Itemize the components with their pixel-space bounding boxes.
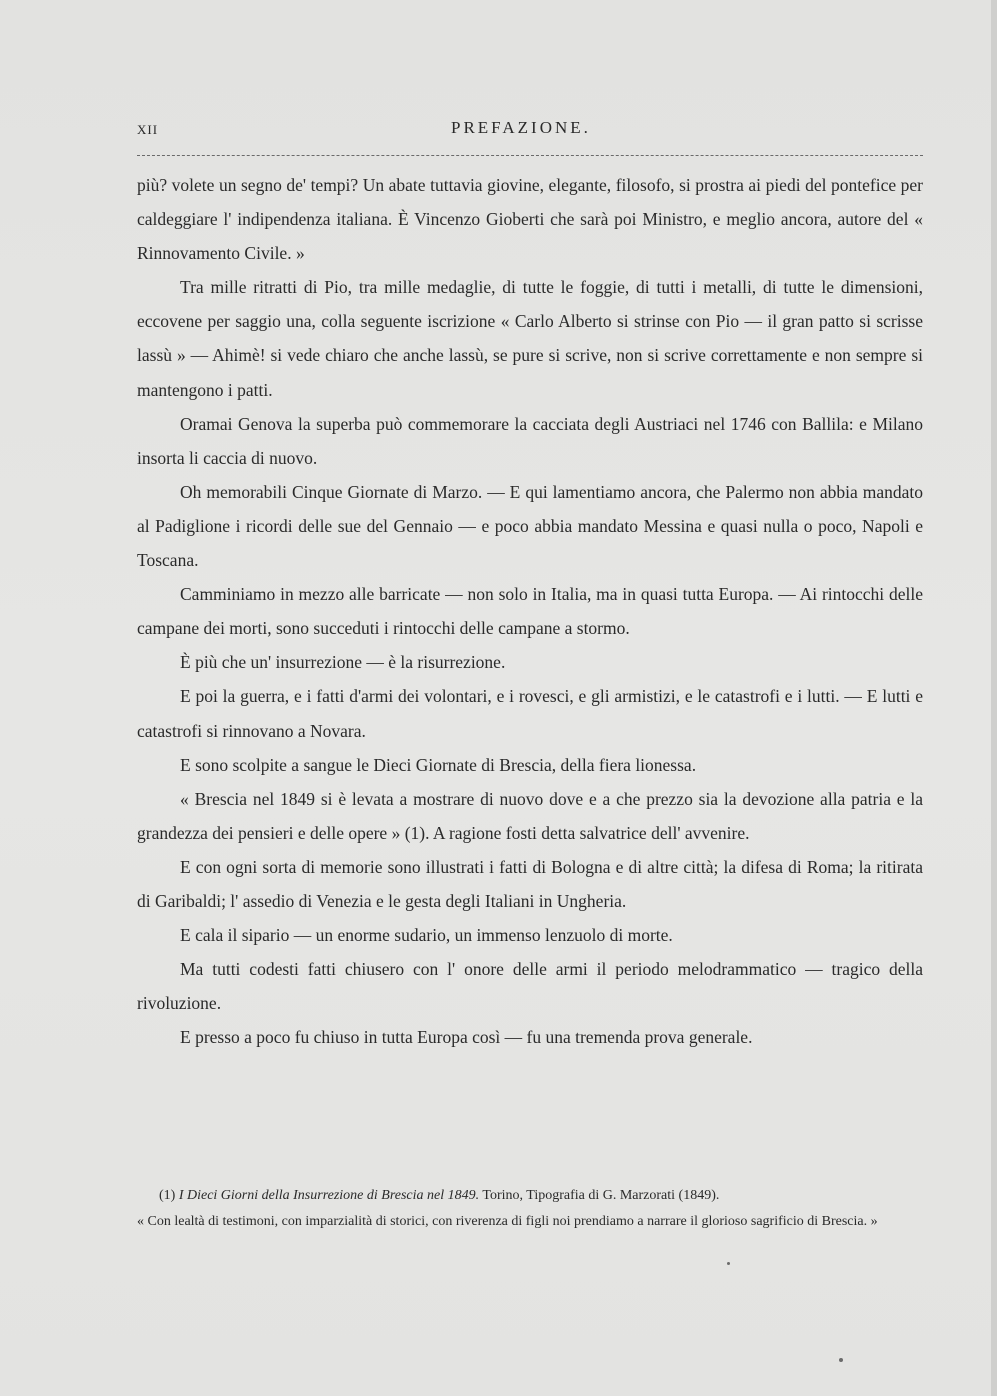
- page-edge: [991, 0, 997, 1396]
- footnote-quote: « Con lealtà di testimoni, con imparzialità di storici, con riverenza di figli noi prendiamo a narrare il glorioso sagrificio di Brescia. »: [137, 1214, 878, 1229]
- paragraph: più? volete un segno de' tempi? Un abate tuttavia giovine, elegante, filosofo, si prostra ai piedi del pontefice per caldeggiare l' indipendenza italiana. È Vincenzo Gioberti che sarà poi Ministro, e meglio ancora, autore del « Rinnovamento Civile. »: [137, 175, 923, 264]
- paragraph: Ma tutti codesti fatti chiusero con l' onore delle armi il periodo melodrammatico — tragico della rivoluzione.: [137, 959, 923, 1014]
- paragraph: « Brescia nel 1849 si è levata a mostrare di nuovo dove e a che prezzo sia la devozione alla patria e la grandezza dei pensieri e delle opere » (1). A ragione fosti detta salvatrice dell' avvenire.: [137, 788, 923, 843]
- paragraph: E presso a poco fu chiuso in tutta Europa così — fu una tremenda prova generale.: [180, 1027, 753, 1048]
- paragraph: E sono scolpite a sangue le Dieci Giornate di Brescia, della fiera lionessa.: [180, 754, 697, 775]
- footnote-publisher: Torino, Tipografia di G. Marzorati (1849).: [482, 1188, 720, 1203]
- page-header: [137, 118, 923, 142]
- page-number: XII: [137, 122, 159, 137]
- header-rule: [137, 155, 923, 156]
- paragraph: Camminiamo in mezzo alle barricate — non solo in Italia, ma in quasi tutta Europa. — Ai rintocchi delle campane dei morti, sono succeduti i rintocchi delle campane a stormo.: [137, 584, 923, 639]
- paper-speck: [839, 1358, 843, 1362]
- paper-speck: [727, 1262, 730, 1265]
- footnote: [137, 1183, 923, 1235]
- paragraph: È più che un' insurrezione — è la risurrezione.: [180, 652, 506, 673]
- paragraph: E con ogni sorta di memorie sono illustrati i fatti di Bologna e di altre città; la difesa di Roma; la ritirata di Garibaldi; l' assedio di Venezia e le gesta degli Italiani in Ungheria.: [137, 856, 923, 911]
- paragraph: Oh memorabili Cinque Giornate di Marzo. — E qui lamentiamo ancora, che Palermo non abbia mandato al Padiglione i ricordi delle sue del Gennaio — e poco abbia mandato Messina e quasi nulla o poco, Napoli e Toscana.: [137, 481, 923, 571]
- running-title: PREFAZIONE.: [451, 118, 591, 137]
- paragraph: Tra mille ritratti di Pio, tra mille medaglie, di tutte le foggie, di tutti i metalli, di tutte le dimensioni, eccovene per saggio una, colla seguente iscrizione « Carlo Alberto si strinse con Pio — il gran patto si scrisse lassù » — Ahimè! si vede chiaro che anche lassù, se pure si scrive, non si scrive correttamente e non sempre si mantengono i patti.: [137, 277, 923, 400]
- footnote-citation: [137, 1183, 923, 1209]
- paragraph: Oramai Genova la superba può commemorare la cacciata degli Austriaci nel 1746 con Ballila: e Milano insorta li caccia di nuovo.: [137, 413, 923, 468]
- footnote-title: I Dieci Giorni della Insurrezione di Brescia nel 1849.: [178, 1188, 480, 1203]
- paragraph: E cala il sipario — un enorme sudario, un immenso lenzuolo di morte.: [180, 925, 673, 946]
- footnote-marker: (1): [159, 1188, 176, 1203]
- body-text: [137, 168, 923, 1054]
- paragraph: E poi la guerra, e i fatti d'armi dei volontari, e i rovesci, e gli armistizi, e le catastrofi e i lutti. — E lutti e catastrofi si rinnovano a Novara.: [137, 686, 923, 741]
